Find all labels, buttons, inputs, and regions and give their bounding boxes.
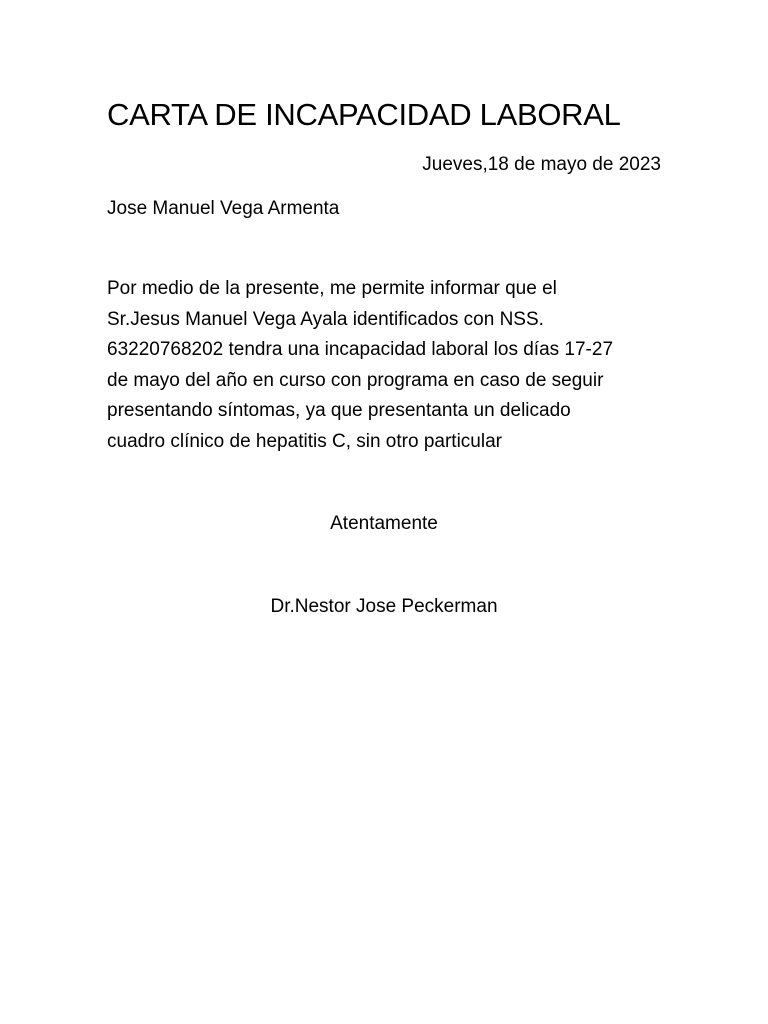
- body-line: 63220768202 tendra una incapacidad laboral los días 17-27: [107, 339, 614, 360]
- signature-name: Dr.Nestor Jose Peckerman: [270, 596, 498, 617]
- letter-title: CARTA DE INCAPACIDAD LABORAL: [107, 97, 621, 132]
- letter-date: Jueves,18 de mayo de 2023: [422, 154, 661, 175]
- recipient-name: Jose Manuel Vega Armenta: [107, 198, 340, 219]
- closing-label: Atentamente: [330, 513, 438, 534]
- body-line: de mayo del año en curso con programa en caso de seguir: [107, 369, 604, 391]
- closing-text: [0, 511, 768, 537]
- body-line: presentando síntomas, ya que presentanta un delicado: [107, 400, 571, 421]
- letter-body: [107, 274, 687, 457]
- body-line: Por medio de la presente, me permite informar que el: [107, 278, 557, 299]
- body-line: Sr.Jesus Manuel Vega Ayala identificados con NSS.: [107, 308, 544, 330]
- body-line: cuadro clínico de hepatitis C, sin otro particular: [107, 430, 502, 452]
